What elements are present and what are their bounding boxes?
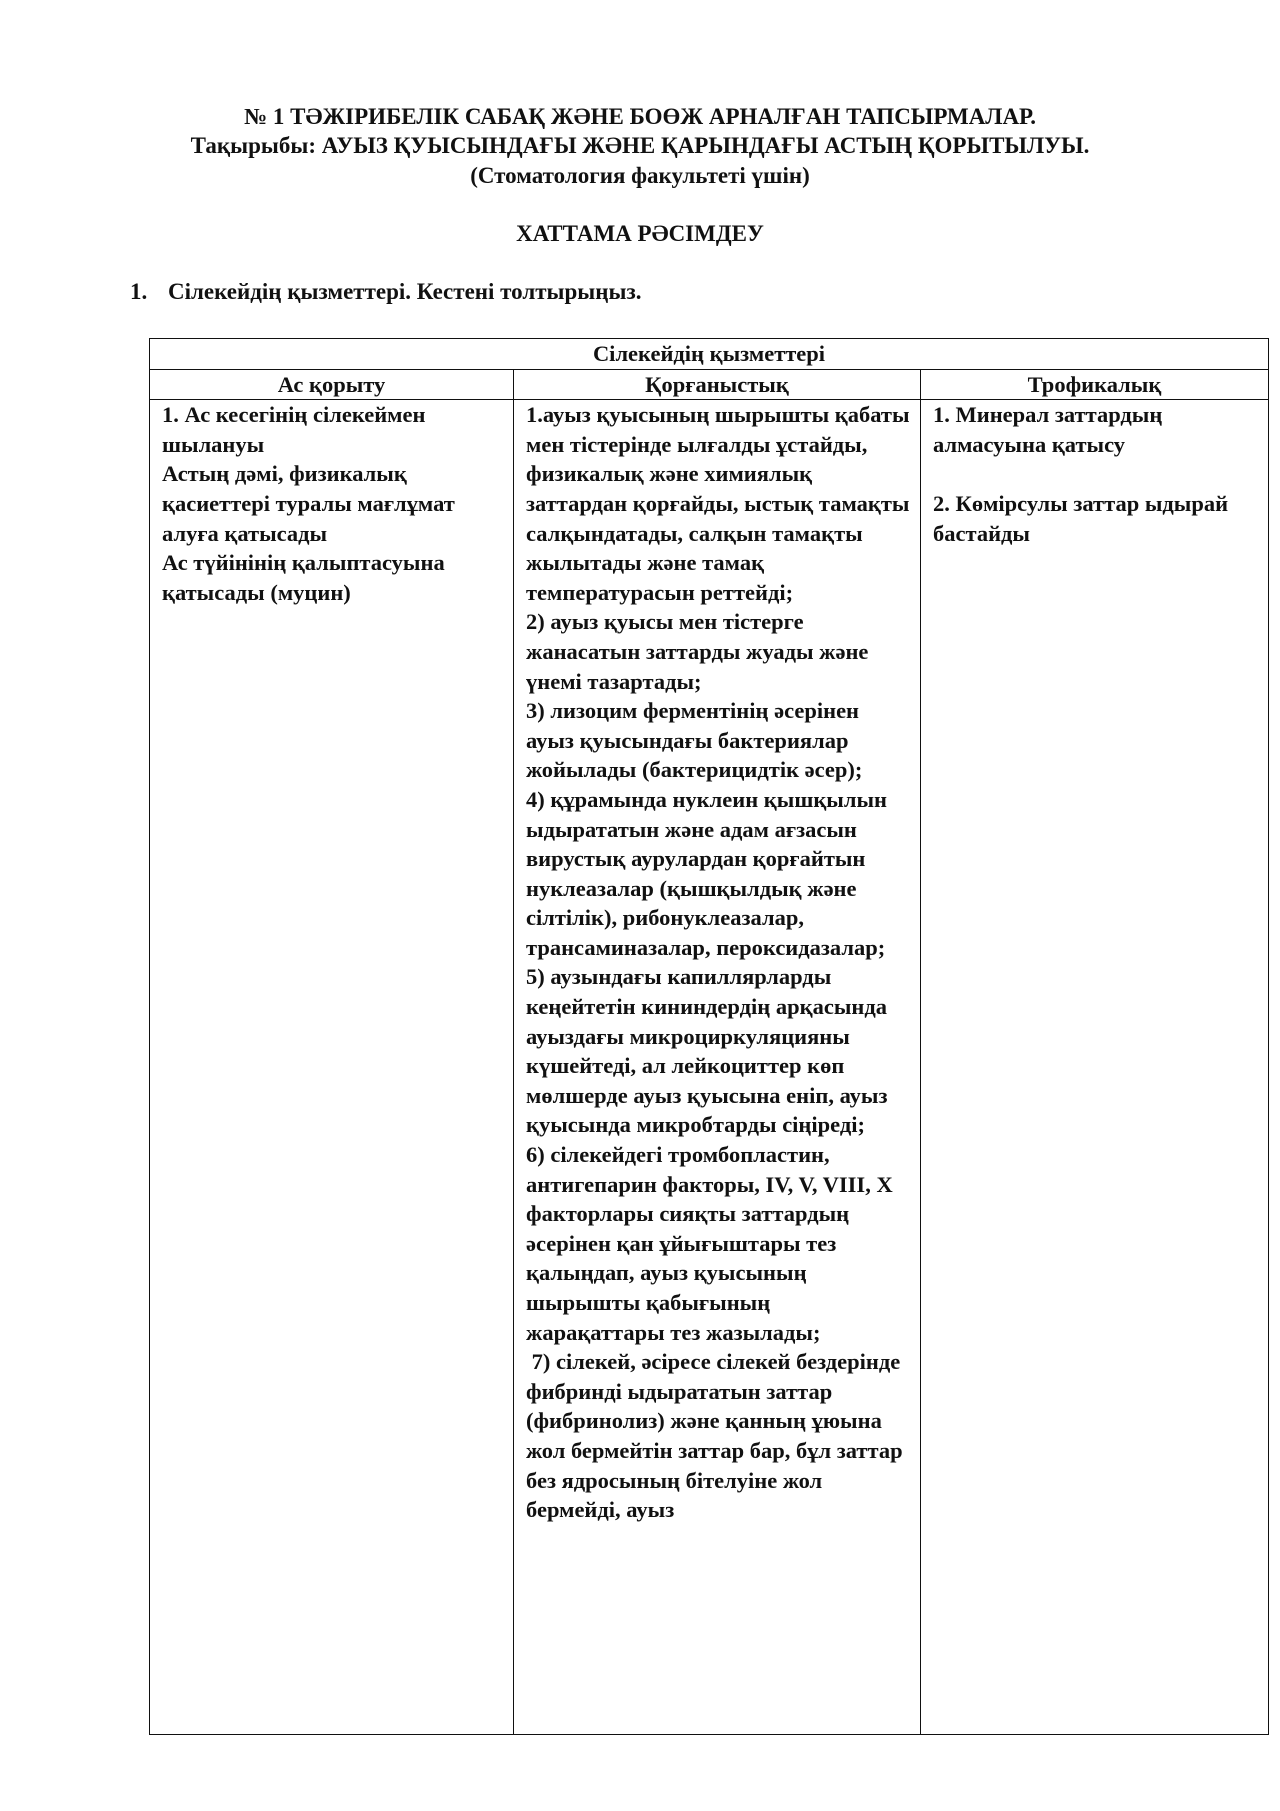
list-item: 1. Ас кесегінің сілекеймен шылануы xyxy=(162,402,426,457)
list-item: 2. Көмірсулы заттар ыдырай бастайды xyxy=(933,490,1229,546)
list-item: 7) сілекей, әсіресе сілекей бездерінде фибринді ыдырататын заттар (фибринолиз) және қанның ұюына жол бермейтін заттар бар, бұл заттар без ядросының бітелуіне жол бермейді, ауыз xyxy=(526,1349,909,1523)
list-item: 4) құрамында нуклеин қышқылын ыдырататын және адам ағзасын вирустық аурулардан қорғайтын нуклеазалар (қышқылдық және сілтілік), рибонуклеазалар, трансаминазалар, пероксидазалар; xyxy=(526,786,888,960)
list-item: 2) ауыз қуысы мен тістерге жанасатын заттарды жуады және үнемі тазартады; xyxy=(526,609,869,694)
list-item: 6) сілекейдегі тромбопластин, антигепарин факторы, IV, V, VIII, X факторлары сияқты заттардың әсерінен қан ұйығыштары тез қалыңдап, ауыз қуысының шырышты қабығының жарақаттары тез жазылады; xyxy=(526,1142,893,1345)
list-item: 1. Минерал заттардың алмасуына қатысу xyxy=(933,402,1163,457)
saliva-functions-table xyxy=(149,338,1269,1735)
document-title: № 1 ТӘЖІРИБЕЛІК САБАҚ ЖӘНЕ БОӨЖ АРНАЛҒАН ТАПСЫРМАЛАР. xyxy=(244,104,1036,129)
digestive-functions-cell xyxy=(150,400,514,1735)
faculty-note: (Стоматология факультеті үшін) xyxy=(470,163,810,188)
task-text: Сілекейдің қызметтері. Кестені толтырыңыз. xyxy=(168,279,642,304)
list-item: 3) лизоцим ферментінің әсерінен ауыз қуысындағы бактериялар жойылады (бактерицидтік әсер); xyxy=(526,698,863,783)
task-instruction xyxy=(130,278,1130,305)
column-header-trophic: Трофикалық xyxy=(921,369,1269,400)
table-caption: Сілекейдің қызметтері xyxy=(150,339,1269,370)
topic-line: Тақырыбы: АУЫЗ ҚУЫСЫНДАҒЫ ЖӘНЕ ҚАРЫНДАҒЫ АСТЫҢ ҚОРЫТЫЛУЫ. xyxy=(190,133,1090,158)
list-item: 5) аузындағы капиллярларды кеңейтетін кининдердің арқасында ауыздағы микроциркуляцияны күшейтеді, ал лейкоциттер көп мөлшерде ауыз қуысына еніп, ауыз қуысында микробтарды сіңіреді; xyxy=(526,964,888,1138)
list-item: 1.ауыз қуысының шырышты қабаты мен тістерінде ылғалды ұстайды, физикалық және химиялық заттардан қорғайды, ыстық тамақты салқындатады, салқын тамақты жылытады және тамақ температурасын реттейді; xyxy=(526,402,910,605)
column-header-digestive: Ас қорыту xyxy=(150,369,514,400)
column-header-protective: Қорғаныстық xyxy=(514,369,921,400)
list-item: Ас түйінінің қалыптасуына қатысады (муцин) xyxy=(162,550,445,605)
task-number: 1. xyxy=(130,279,148,304)
trophic-functions-cell xyxy=(921,400,1269,1735)
blank-line xyxy=(933,459,1258,489)
section-title: ХАТТАМА РӘСІМДЕУ xyxy=(516,221,764,246)
protective-functions-cell xyxy=(514,400,921,1735)
list-item: Астың дәмі, физикалық қасиеттері туралы мағлұмат алуға қатысады xyxy=(162,461,455,546)
